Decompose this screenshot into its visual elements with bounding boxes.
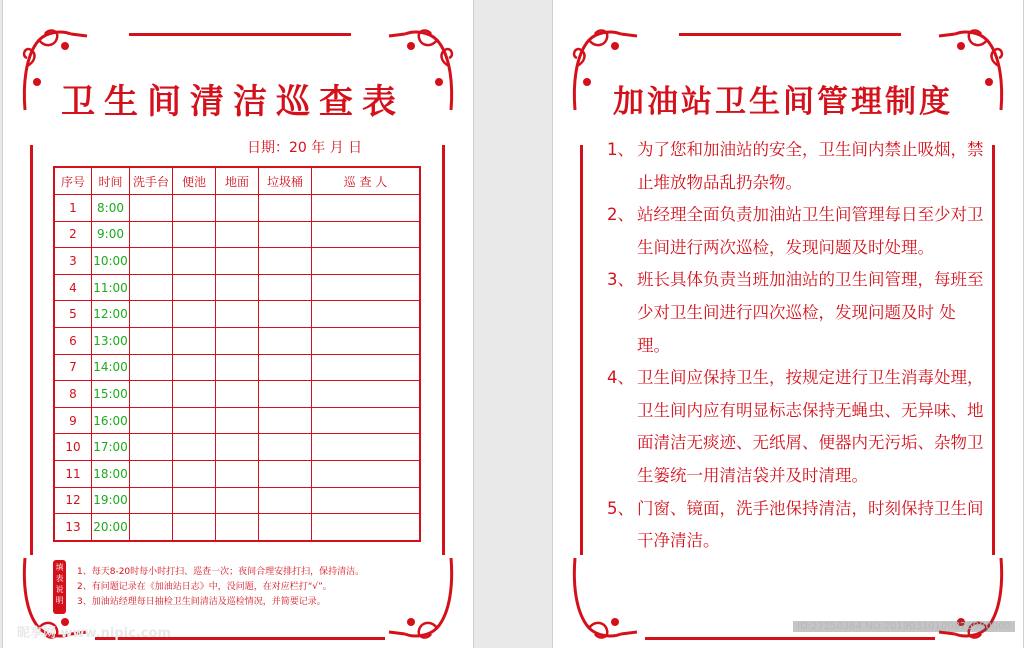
rule-number: 3、 <box>607 270 634 290</box>
row-number-cell: 10 <box>54 434 92 461</box>
row-number-cell: 2 <box>54 221 92 248</box>
check-cell[interactable] <box>130 381 173 408</box>
table-row <box>54 327 420 354</box>
check-cell[interactable] <box>216 327 259 354</box>
check-cell[interactable] <box>312 434 421 461</box>
table-row <box>54 487 420 514</box>
check-cell[interactable] <box>130 354 173 381</box>
check-cell[interactable] <box>173 301 216 328</box>
check-cell[interactable] <box>259 514 312 541</box>
policy-sheet <box>552 0 1024 648</box>
inspection-sheet <box>2 0 474 648</box>
check-cell[interactable] <box>130 301 173 328</box>
rule-text: 门窗、镜面，洗手池保持清洁，时刻保持卫生间干净清洁。 <box>637 498 984 551</box>
row-number-cell: 5 <box>54 301 92 328</box>
check-cell[interactable] <box>216 274 259 301</box>
table-row <box>54 274 420 301</box>
right-rule <box>442 145 445 555</box>
col-header: 地面 <box>216 167 259 195</box>
notes-list <box>77 565 364 610</box>
notes-tag: 填表说明 <box>53 560 66 614</box>
note-item: 2、有问题记录在《加油站日志》中，没问题，在对应栏打“√”。 <box>77 582 332 592</box>
row-number-cell: 12 <box>54 487 92 514</box>
note-item: 3、加油站经理每日抽检卫生间清洁及巡检情况，并简要记录。 <box>77 597 326 607</box>
table-row <box>54 434 420 461</box>
check-cell[interactable] <box>173 487 216 514</box>
check-cell[interactable] <box>216 407 259 434</box>
check-cell[interactable] <box>173 354 216 381</box>
time-cell: 16:00 <box>92 407 130 434</box>
check-cell[interactable] <box>259 248 312 275</box>
time-cell: 10:00 <box>92 248 130 275</box>
table-row <box>54 301 420 328</box>
time-cell: 11:00 <box>92 274 130 301</box>
notes-block <box>53 552 428 612</box>
check-cell[interactable] <box>173 460 216 487</box>
right-rule <box>992 145 995 555</box>
check-cell[interactable] <box>130 460 173 487</box>
table-body <box>54 195 420 541</box>
rule-number: 1、 <box>607 140 634 159</box>
check-cell[interactable] <box>259 354 312 381</box>
row-number-cell: 9 <box>54 407 92 434</box>
check-cell[interactable] <box>130 248 173 275</box>
time-cell: 12:00 <box>92 301 130 328</box>
check-cell[interactable] <box>259 460 312 487</box>
check-cell[interactable] <box>312 487 421 514</box>
check-cell[interactable] <box>173 221 216 248</box>
row-number-cell: 1 <box>54 195 92 222</box>
check-cell[interactable] <box>216 381 259 408</box>
left-rule <box>580 145 583 555</box>
policy-rule <box>607 362 987 492</box>
check-cell[interactable] <box>312 407 421 434</box>
check-cell[interactable] <box>173 274 216 301</box>
check-cell[interactable] <box>312 460 421 487</box>
check-cell[interactable] <box>312 274 421 301</box>
note-item: 1、每天8-20时每小时打扫、巡查一次；夜间合理安排打扫，保持清洁。 <box>77 567 365 577</box>
rule-text: 卫生间应保持卫生，按规定进行卫生消毒处理，卫生间内应有明显标志保持无蝇虫、无异味、地面清洁无痰迹、无纸屑、便器内无污垢、杂物卫生篓统一用清洁袋并及时清理。 <box>637 368 984 485</box>
check-cell[interactable] <box>173 514 216 541</box>
col-header: 巡 查 人 <box>312 167 421 195</box>
policy-rule <box>607 264 987 362</box>
table-row <box>54 248 420 275</box>
check-cell[interactable] <box>259 487 312 514</box>
row-number-cell: 13 <box>54 514 92 541</box>
table-row <box>54 407 420 434</box>
check-cell[interactable] <box>259 301 312 328</box>
time-cell: 19:00 <box>92 487 130 514</box>
check-cell[interactable] <box>259 381 312 408</box>
row-number-cell: 8 <box>54 381 92 408</box>
check-cell[interactable] <box>312 354 421 381</box>
rule-number: 2、 <box>607 205 634 225</box>
check-cell[interactable] <box>130 327 173 354</box>
col-header: 垃圾桶 <box>259 167 312 195</box>
time-cell: 9:00 <box>92 221 130 248</box>
policy-rule <box>607 493 987 558</box>
col-header: 洗手台 <box>130 167 173 195</box>
check-cell[interactable] <box>259 407 312 434</box>
rule-number: 5、 <box>607 498 634 518</box>
check-cell[interactable] <box>216 195 259 222</box>
rule-text: 为了您和加油站的安全，卫生间内禁止吸烟，禁止堆放物品乱扔杂物。 <box>637 140 984 192</box>
check-cell[interactable] <box>259 327 312 354</box>
time-cell: 13:00 <box>92 327 130 354</box>
rule-text: 班长具体负责当班加油站的卫生间管理，每班至少对卫生间进行四次巡检，发现问题及时 处理。 <box>637 270 984 355</box>
check-cell[interactable] <box>259 274 312 301</box>
time-cell: 15:00 <box>92 381 130 408</box>
check-cell[interactable] <box>216 221 259 248</box>
rule-number: 4、 <box>607 368 634 388</box>
check-cell[interactable] <box>216 301 259 328</box>
time-cell: 20:00 <box>92 514 130 541</box>
check-cell[interactable] <box>130 195 173 222</box>
corner-ornament-bottom-left <box>569 552 639 642</box>
table-row <box>54 195 420 222</box>
time-cell: 17:00 <box>92 434 130 461</box>
table-row <box>54 460 420 487</box>
check-cell[interactable] <box>259 195 312 222</box>
check-cell[interactable] <box>312 514 421 541</box>
check-cell[interactable] <box>173 195 216 222</box>
time-cell: 8:00 <box>92 195 130 222</box>
time-cell: 14:00 <box>92 354 130 381</box>
table-row <box>54 354 420 381</box>
sheet-title: 卫生间清洁巡查表 <box>61 82 405 122</box>
policy-rules <box>607 134 987 558</box>
check-cell[interactable] <box>312 221 421 248</box>
check-cell[interactable] <box>312 381 421 408</box>
table-header-row <box>54 167 420 195</box>
check-cell[interactable] <box>259 221 312 248</box>
check-cell[interactable] <box>173 248 216 275</box>
row-number-cell: 6 <box>54 327 92 354</box>
top-rule <box>129 33 351 36</box>
top-rule <box>679 33 901 36</box>
policy-rule <box>607 199 987 264</box>
time-cell: 18:00 <box>92 460 130 487</box>
check-cell[interactable] <box>173 407 216 434</box>
check-cell[interactable] <box>216 434 259 461</box>
check-cell[interactable] <box>259 434 312 461</box>
policy-rule <box>607 134 987 199</box>
rule-text: 站经理全面负责加油站卫生间管理每日至少对卫生间进行两次巡检，发现问题及时处理。 <box>637 205 984 257</box>
check-cell[interactable] <box>216 460 259 487</box>
table-row <box>54 221 420 248</box>
inspection-table <box>53 166 421 542</box>
check-cell[interactable] <box>130 434 173 461</box>
watermark-left: 昵享网 www.nipic.com <box>17 626 171 641</box>
watermark-right: ID:27250364 NO:20190310100826980000 <box>793 621 1015 632</box>
check-cell[interactable] <box>312 248 421 275</box>
check-cell[interactable] <box>216 487 259 514</box>
check-cell[interactable] <box>216 248 259 275</box>
check-cell[interactable] <box>130 514 173 541</box>
check-cell[interactable] <box>173 327 216 354</box>
check-cell[interactable] <box>173 434 216 461</box>
check-cell[interactable] <box>312 301 421 328</box>
row-number-cell: 11 <box>54 460 92 487</box>
row-number-cell: 4 <box>54 274 92 301</box>
check-cell[interactable] <box>130 487 173 514</box>
check-cell[interactable] <box>312 327 421 354</box>
row-number-cell: 3 <box>54 248 92 275</box>
check-cell[interactable] <box>130 407 173 434</box>
check-cell[interactable] <box>130 274 173 301</box>
check-cell[interactable] <box>216 514 259 541</box>
date-line: 日期：20 年 月 日 <box>247 140 363 156</box>
check-cell[interactable] <box>173 381 216 408</box>
left-rule <box>30 145 33 555</box>
check-cell[interactable] <box>312 195 421 222</box>
policy-title: 加油站卫生间管理制度 <box>613 84 953 120</box>
col-header: 序号 <box>54 167 92 195</box>
check-cell[interactable] <box>216 354 259 381</box>
col-header: 便池 <box>173 167 216 195</box>
check-cell[interactable] <box>130 221 173 248</box>
table-row <box>54 514 420 541</box>
col-header: 时间 <box>92 167 130 195</box>
row-number-cell: 7 <box>54 354 92 381</box>
bottom-rule <box>645 637 935 640</box>
table-row <box>54 381 420 408</box>
